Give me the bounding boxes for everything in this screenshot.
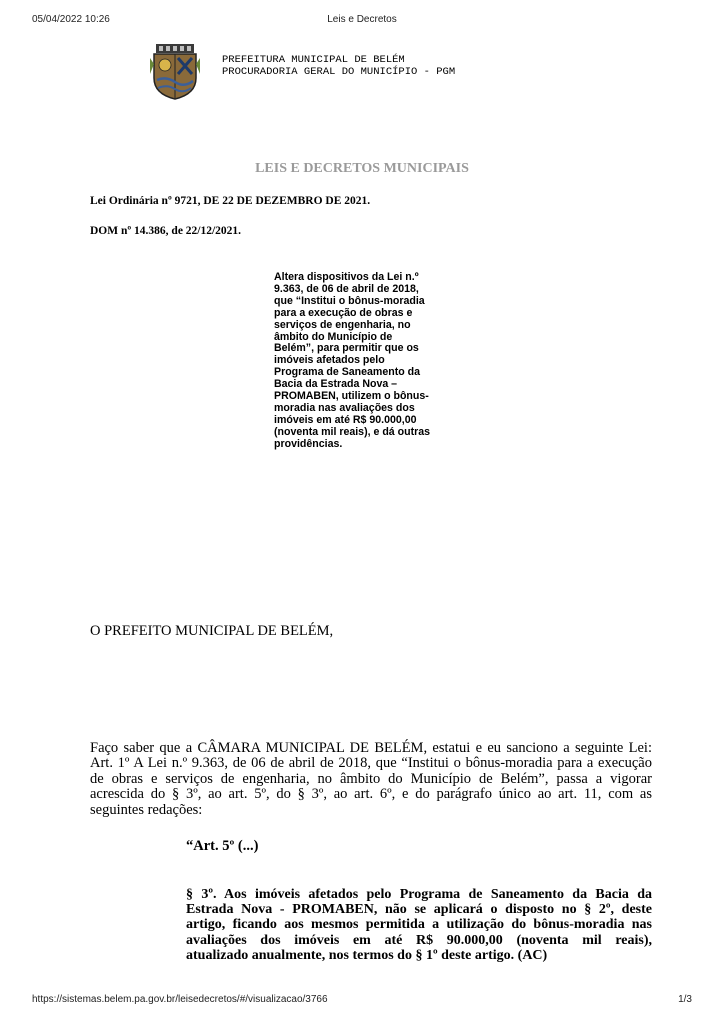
ementa-line: imóveis em até R$ 90.000,00 — [274, 413, 417, 426]
body-line: de obras e serviços de engenharia, no âmbito do Município de Belém”, passa a vigorar — [90, 770, 652, 787]
body-line: Art. 1º A Lei n.º 9.363, de 06 de abril de 2018, que “Institui o bônus-moradia para a execução — [90, 755, 652, 772]
coat-of-arms-icon — [150, 44, 200, 100]
org-line-1: PREFEITURA MUNICIPAL DE BELÉM — [222, 54, 405, 66]
paragraph-line: artigo, ficando aos mesmos permitida a utilização do bônus-moradia nas — [186, 917, 652, 933]
body-line: acrescida do § 3º, ao art. 5º, do § 3º, ao art. 6º, e do parágrafo único ao art. 11, com as — [90, 786, 652, 803]
ementa-line: que “Institui o bônus-moradia — [274, 294, 425, 307]
ementa-line: PROMABEN, utilizem o bônus- — [274, 390, 429, 403]
ementa-line: Programa de Saneamento da — [274, 366, 421, 379]
paragraph-3 — [186, 887, 652, 963]
ementa-line: para a execução de obras e — [274, 306, 413, 319]
body-text — [90, 741, 652, 818]
paragraph-line: atualizado anualmente, nos termos do § 1º deste artigo. (AC) — [186, 947, 548, 963]
ementa-line: (noventa mil reais), e dá outras — [274, 425, 431, 438]
org-line-2: PROCURADORIA GERAL DO MUNICÍPIO - PGM — [222, 66, 456, 78]
print-title: Leis e Decretos — [327, 14, 397, 25]
ementa-line: moradia nas avaliações dos — [274, 401, 415, 414]
ementa-line: Bacia da Estrada Nova – — [274, 378, 398, 391]
paragraph-line: Estrada Nova - PROMABEN, não se aplicará o disposto no § 2º, deste — [186, 902, 652, 918]
ementa-line: imóveis afetados pelo — [274, 354, 385, 367]
footer-url-link[interactable]: https://sistemas.belem.pa.gov.br/leisedecretos/#/visualizacao/3766 — [32, 994, 328, 1005]
ementa-line: âmbito do Município de — [274, 330, 393, 343]
print-datetime: 05/04/2022 10:26 — [32, 14, 110, 25]
prefeito-heading: O PREFEITO MUNICIPAL DE BELÉM, — [90, 623, 334, 639]
article-5-heading: “Art. 5º (...) — [186, 838, 259, 854]
ementa-line: 9.363, de 06 de abril de 2018, — [274, 282, 419, 295]
paragraph-line: § 3º. Aos imóveis afetados pelo Programa de Saneamento da Bacia da — [186, 887, 652, 902]
law-title: Lei Ordinária nº 9721, DE 22 DE DEZEMBRO DE 2021. — [90, 195, 371, 207]
dom-reference: DOM nº 14.386, de 22/12/2021. — [90, 225, 242, 237]
ementa-line: serviços de engenharia, no — [274, 318, 411, 331]
ementa-line: Belém”, para permitir que os — [274, 342, 419, 355]
body-line: seguintes redações: — [90, 801, 203, 818]
ementa — [274, 272, 474, 451]
ementa-line: Altera dispositivos da Lei n.º — [274, 271, 419, 283]
page-title: LEIS E DECRETOS MUNICIPAIS — [255, 161, 469, 176]
body-line: Faço saber que a CÂMARA MUNICIPAL DE BELÉM, estatui e eu sanciono a seguinte Lei: — [90, 740, 652, 756]
paragraph-line: avaliações dos imóveis em até R$ 90.000,00 (noventa mil reais), — [186, 932, 652, 948]
organization-header — [222, 54, 455, 78]
ementa-line: providências. — [274, 437, 343, 450]
page-number: 1/3 — [678, 994, 692, 1005]
